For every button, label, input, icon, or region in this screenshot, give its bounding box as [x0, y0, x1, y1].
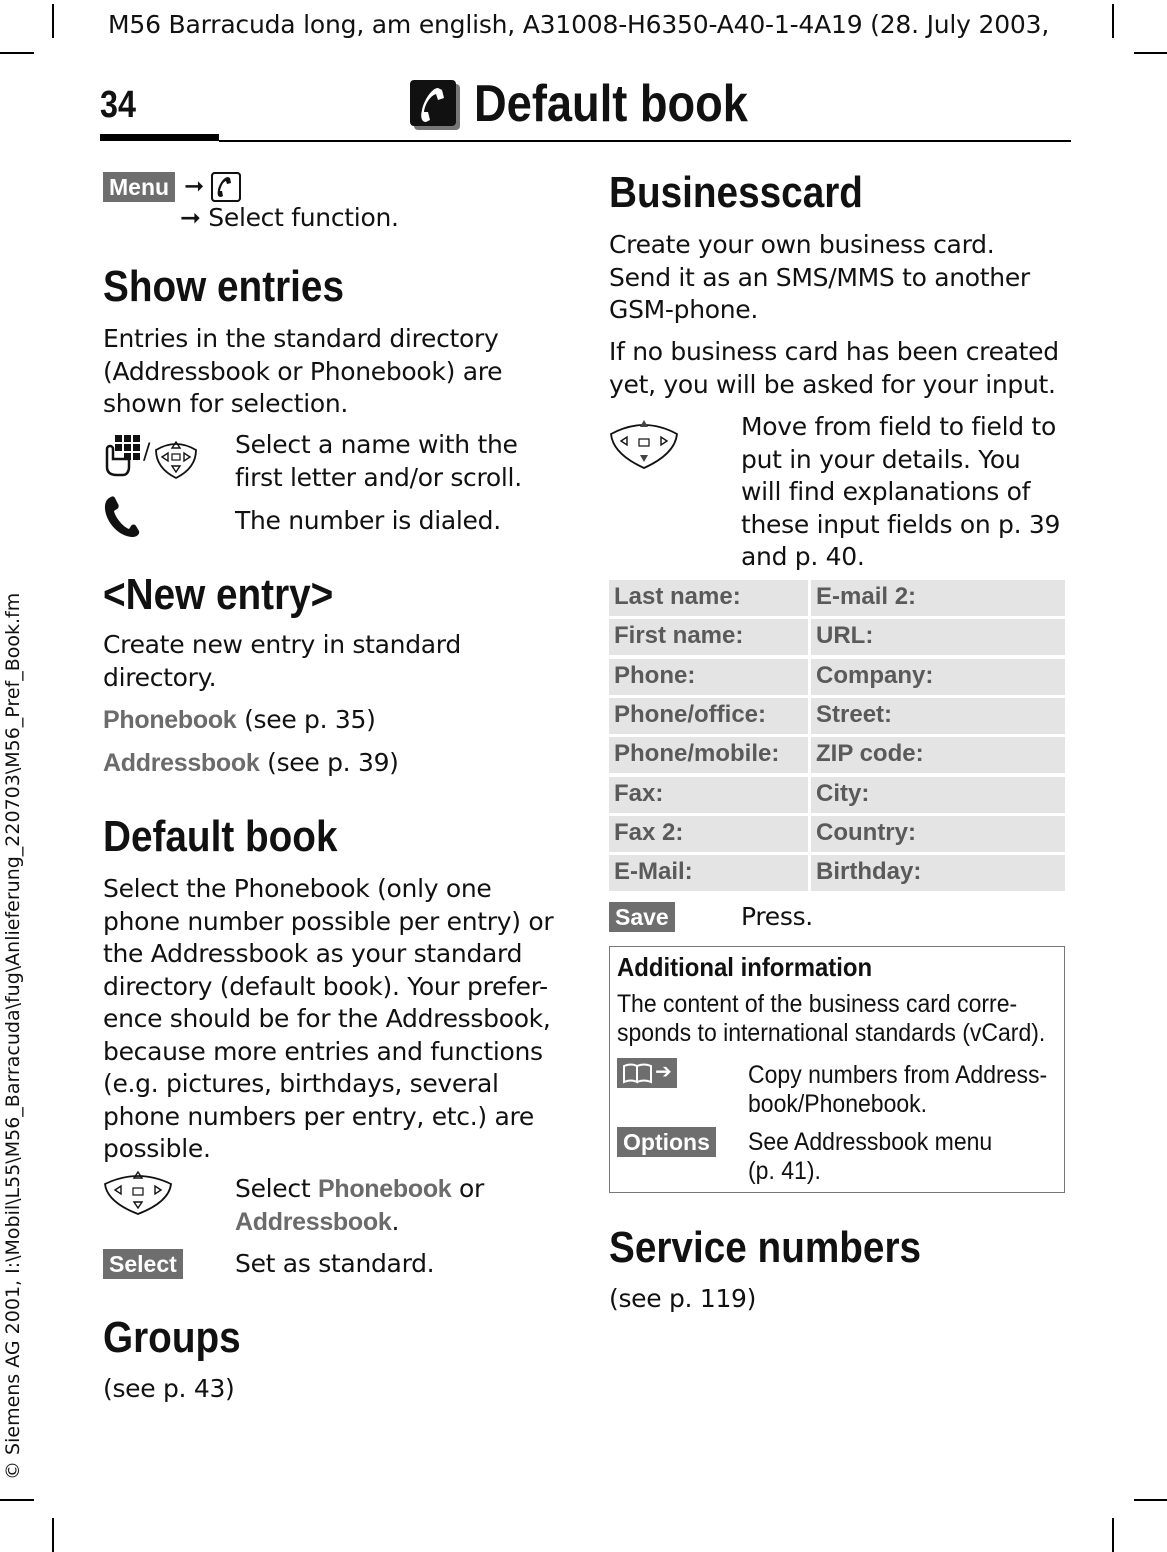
groups-ref: (see p. 43): [103, 1374, 235, 1403]
menu-path-line2: ➞ Select function.: [180, 203, 399, 232]
field-cell: Phone/mobile:: [609, 737, 808, 773]
options-text: See Addressbook menu (p. 41).: [748, 1128, 993, 1185]
field-cell: Country:: [811, 816, 1065, 852]
nav-instructions: Move from field to field to put in your details. You will find explanations of these input fields on p. 39 and p. 40.: [741, 412, 1061, 571]
heading-businesscard: Businesscard: [609, 168, 863, 217]
save-text: Press.: [741, 902, 813, 931]
crop-mark: [0, 1499, 34, 1501]
field-cell: Phone:: [609, 659, 808, 695]
field-cell: Last name:: [609, 580, 808, 616]
field-cell: Fax:: [609, 777, 808, 813]
running-header: M56 Barracuda long, am english, A31008-H6350-A40-1-4A19 (28. July 2003,: [108, 10, 1050, 39]
field-cell: Phone/office:: [609, 698, 808, 734]
step-dial: The number is dialed.: [235, 506, 501, 535]
crop-mark: [1112, 1518, 1114, 1552]
additional-info-text: The content of the business card corre- sponds to international standards (vCard).: [617, 990, 1046, 1047]
new-entry-text: Create new entry in standard directory.: [103, 630, 461, 692]
heading-new-entry: <New entry>: [103, 570, 334, 619]
crop-mark: [1134, 1499, 1167, 1501]
save-softkey[interactable]: Save: [609, 902, 675, 932]
copy-numbers-text: Copy numbers from Address- book/Phonebook.: [748, 1061, 1048, 1118]
crop-mark: [52, 4, 54, 38]
menu-path: [103, 172, 241, 204]
crop-mark: [0, 52, 34, 54]
page-number: 34: [100, 84, 136, 126]
service-numbers-ref: (see p. 119): [609, 1284, 757, 1313]
heading-groups: Groups: [103, 1313, 241, 1362]
nav-key-icon: [609, 412, 679, 470]
crop-mark: [1134, 52, 1167, 54]
arrow-icon: ➞: [184, 172, 205, 200]
copy-arrow-icon: ➔: [655, 1059, 672, 1083]
businesscard-text-2: If no business card has been created yet, you will be asked for your input.: [609, 337, 1059, 399]
field-cell: City:: [811, 777, 1065, 813]
phone-book-icon: [410, 80, 462, 132]
select-softkey[interactable]: Select: [103, 1249, 183, 1279]
field-cell: ZIP code:: [811, 737, 1065, 773]
field-cell: First name:: [609, 619, 808, 655]
heading-service-numbers: Service numbers: [609, 1223, 922, 1272]
header-rule: [219, 140, 1071, 142]
businesscard-text: Create your own business card. Send it as an SMS/MMS to another GSM-phone.: [609, 230, 1030, 324]
step-select-name: Select a name with the first letter and/or scroll.: [235, 430, 522, 492]
step-select-book: Select Phonebook or Addressbook.: [235, 1174, 485, 1236]
heading-show-entries: Show entries: [103, 262, 344, 311]
field-cell: Street:: [811, 698, 1065, 734]
call-key-icon: [103, 495, 143, 539]
phonebook-icon: [211, 172, 241, 202]
phonebook-link: Phonebook (see p. 35): [103, 705, 376, 734]
header-rule-left: [100, 134, 219, 141]
show-entries-text: Entries in the standard directory (Addressbook or Phonebook) are shown for selection.: [103, 324, 503, 418]
addressbook-link: Addressbook (see p. 39): [103, 748, 399, 777]
field-cell: Fax 2:: [609, 816, 808, 852]
field-cell: E-Mail:: [609, 855, 808, 891]
options-softkey[interactable]: Options: [617, 1127, 716, 1157]
side-margin-text: © Siemens AG 2001, I:\Mobil\L55\M56_Barracuda\fug\Anlieferung_220703\M56_Pref_Book.fm: [2, 592, 24, 1480]
field-cell: URL:: [811, 619, 1065, 655]
menu-softkey[interactable]: Menu: [103, 172, 175, 202]
crop-mark: [1112, 4, 1114, 38]
key-separator: /: [143, 440, 151, 465]
field-cell: Company:: [811, 659, 1065, 695]
nav-key-icon: [103, 1164, 173, 1216]
step-set-standard: Set as standard.: [235, 1249, 435, 1278]
heading-default-book: Default book: [103, 812, 338, 861]
crop-mark: [52, 1518, 54, 1552]
copy-numbers-key[interactable]: [617, 1058, 677, 1088]
field-cell: Birthday:: [811, 855, 1065, 891]
page-title: Default book: [474, 75, 748, 133]
nav-key-icon: [152, 432, 200, 480]
additional-info-box: [609, 946, 1065, 1193]
additional-info-title: Additional information: [617, 952, 873, 982]
field-cell: E-mail 2:: [811, 580, 1065, 616]
keypad-icon: [101, 433, 143, 477]
default-book-text: Select the Phonebook (only one phone number possible per entry) or the Addressbook as your standard directory (default book). Your prefer- ence should be for the Addressbook, because more entries and functions (e.g. pictures, birthdays, several phone numbers per entry, etc.) are possible.: [103, 874, 554, 1163]
